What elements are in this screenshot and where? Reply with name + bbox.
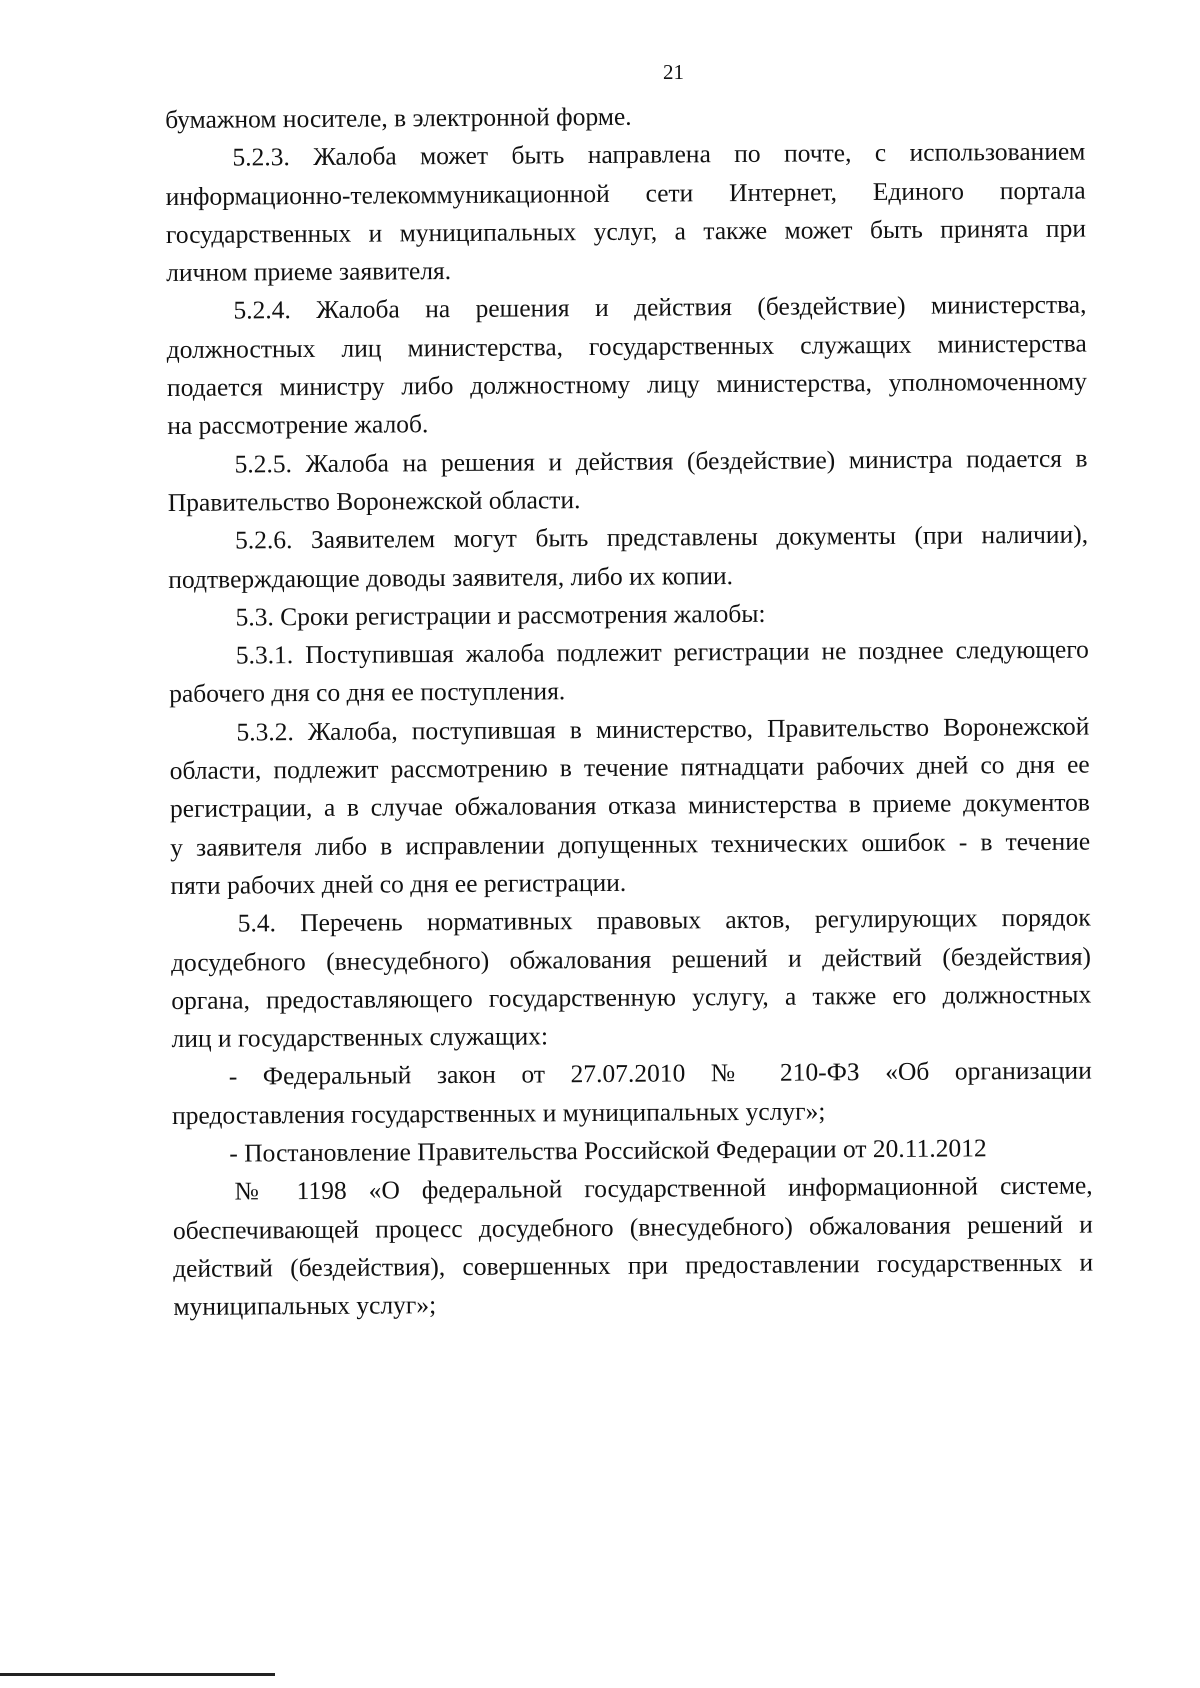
footer-rule [0, 1673, 275, 1676]
paragraph-5-3-1-line: 5.3.1. Поступившая жалоба подлежит регистрации не позднее следующего [235, 634, 1089, 670]
paragraph-5-4-line: 5.4. Перечень нормативных правовых актов, регулирующих порядок [237, 902, 1091, 938]
paragraph-5-3-2-line: 5.3.2. Жалоба, поступившая в министерство, Правительство Воронежской [236, 711, 1090, 747]
paragraph-5-2-3-line: 5.2.3. Жалоба может быть направлена по почте, с использованием [232, 136, 1086, 172]
text-line: рабочего дня со дня ее поступления. [169, 676, 566, 709]
text-line: личном приеме заявителя. [166, 256, 452, 288]
text-line: предоставления государственных и муниципальных услуг»; [171, 1096, 826, 1130]
text-line: лиц и государственных служащих: [171, 1021, 549, 1054]
text-line: бумажном носителе, в электронной форме. [165, 101, 632, 134]
text-line: органа, предоставляющего государственную услугу, а также его должностных [171, 979, 1092, 1015]
paragraph-5-2-6-line: 5.2.6. Заявителем могут быть представлены документы (при наличии), [234, 519, 1089, 555]
paragraph-5-2-4-line: 5.2.4. Жалоба на решения и действия (бездействие) министерства, [233, 290, 1087, 326]
text-line: досудебного (внесудебного) обжалования решений и действий (бездействия) [170, 941, 1092, 977]
text-line: на рассмотрение жалоб. [167, 409, 429, 441]
text-line: Правительство Воронежской области. [167, 485, 581, 517]
text-line: информационно-телекоммуникационной сети Интернет, Единого портала [165, 175, 1086, 211]
text-line: регистрации, а в случае обжалования отказа министерства в приеме документов [169, 787, 1091, 824]
text-line: подтверждающие доводы заявителя, либо их копии. [168, 560, 734, 594]
text-line: подается министру либо должностному лицу министерства, уполномоченному [166, 366, 1088, 403]
document-body [165, 95, 1094, 1327]
text-line: обеспечивающей процесс досудебного (внесудебного) обжалования решений и [172, 1209, 1093, 1245]
list-item-federal-law: - Федеральный закон от 27.07.2010 № 210-ФЗ «Об организации [228, 1055, 1092, 1091]
paragraph-5-2-5-line: 5.2.5. Жалоба на решения и действия (бездействие) министра подается в [234, 443, 1088, 479]
page-number: 21 [663, 60, 684, 84]
text-line: у заявителя либо в исправлении допущенных технических ошибок - в течение [170, 826, 1091, 862]
text-line: пяти рабочих дней со дня ее регистрации. [170, 867, 627, 900]
text-line: должностных лиц министерства, государственных служащих министерства [166, 328, 1087, 364]
text-line: муниципальных услуг»; [173, 1290, 437, 1322]
text-line: действий (бездействия), совершенных при предоставлении государственных и [173, 1247, 1094, 1283]
text-line: государственных и муниципальных услуг, а также может быть принята при [165, 213, 1087, 249]
text-line: № 1198 «О федеральной государственной информационной системе, [234, 1170, 1093, 1206]
list-item-government-decree: - Постановление Правительства Российской Федерации от 20.11.2012 [229, 1133, 987, 1168]
paragraph-5-3-line: 5.3. Сроки регистрации и рассмотрения жалобы: [235, 598, 766, 632]
text-line: области, подлежит рассмотрению в течение пятнадцати рабочих дней со дня ее [169, 749, 1090, 786]
